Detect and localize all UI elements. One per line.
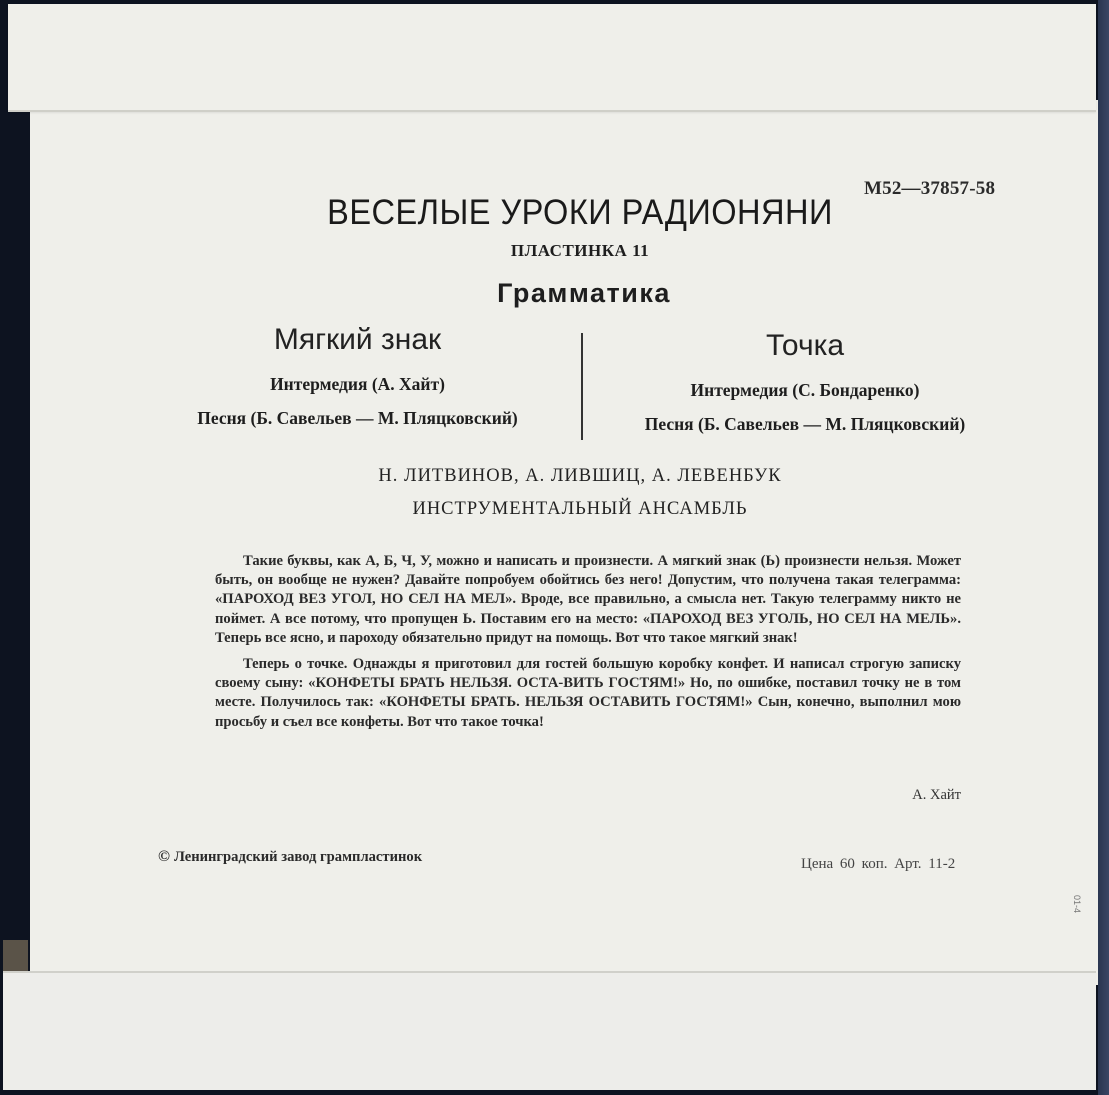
ensemble: ИНСТРУМЕНТАЛЬНЫЙ АНСАМБЛЬ — [412, 499, 748, 519]
side-a — [150, 318, 565, 430]
topic-title: Грамматика — [497, 278, 671, 308]
copyright-icon: © — [158, 848, 170, 865]
side-b-track-2: Песня (Б. Савельев — М. Пляцковский) — [644, 414, 966, 434]
liner-notes-paragraph-2: Теперь о точке. Однажды я приготовил для гостей большую коробку конфет. И написал строгую записку своему сыну: «КОНФЕТЫ БРАТЬ НЕЛЬЗЯ. ОСТА-ВИТЬ ГОСТЯМ!» Но, по ошибке, поставил точку не в том месте. Получилось так: «КОНФЕТЫ БРАТЬ. НЕЛЬЗЯ ОСТАВИТЬ ГОСТЯМ!» Сын, конечно, выполнил мою просьбу и съел все конфеты. Вот что такое точка! — [215, 656, 961, 730]
side-b — [595, 318, 1015, 436]
side-a-track-1: Интермедия (А. Хайт) — [270, 374, 445, 394]
liner-notes — [215, 552, 961, 739]
side-a-title: Мягкий знак — [273, 323, 442, 356]
sides-divider — [581, 333, 583, 440]
side-a-track-2: Песня (Б. Савельев — М. Пляцковский) — [197, 408, 518, 428]
price-article: Цена 60 коп. Арт. 11-2 — [801, 856, 956, 872]
series-title: ВЕСЕЛЫЕ УРОКИ РАДИОНЯНИ — [327, 193, 833, 232]
catalog-number: М52—37857-58 — [864, 178, 996, 199]
record-number: ПЛАСТИНКА 11 — [510, 241, 650, 260]
performers: Н. ЛИТВИНОВ, А. ЛИВШИЦ, А. ЛЕВЕНБУК — [378, 466, 782, 486]
liner-notes-paragraph-1: Такие буквы, как А, Б, Ч, У, можно и написать и произнести. А мягкий знак (Ь) произнести нельзя. Может быть, он вообще не нужен? Давайте попробуем обойтись без него! Допустим, что получена такая телеграмма: «ПАРОХОД ВЕЗ УГОЛ, НО СЕЛ НА МЕЛ». Вроде, все правильно, а смысла нет. Такую телеграмму никто не поймет. А все потому, что пропущен Ь. Поставим его на место: «ПАРОХОД ВЕЗ УГОЛЬ, НО СЕЛ НА МЕЛЬ». Теперь все ясно, и пароходу обязательно придут на помощь. Вот что такое мягкий знак! — [215, 553, 961, 646]
copyright-text: Ленинградский завод грампластинок — [173, 849, 423, 865]
side-b-track-1: Интермедия (С. Бондаренко) — [690, 380, 920, 400]
copyright-line — [158, 848, 422, 866]
print-code: 01-4 — [1072, 895, 1082, 914]
side-b-title: Точка — [765, 329, 845, 362]
liner-notes-signature: А. Хайт — [912, 787, 961, 803]
